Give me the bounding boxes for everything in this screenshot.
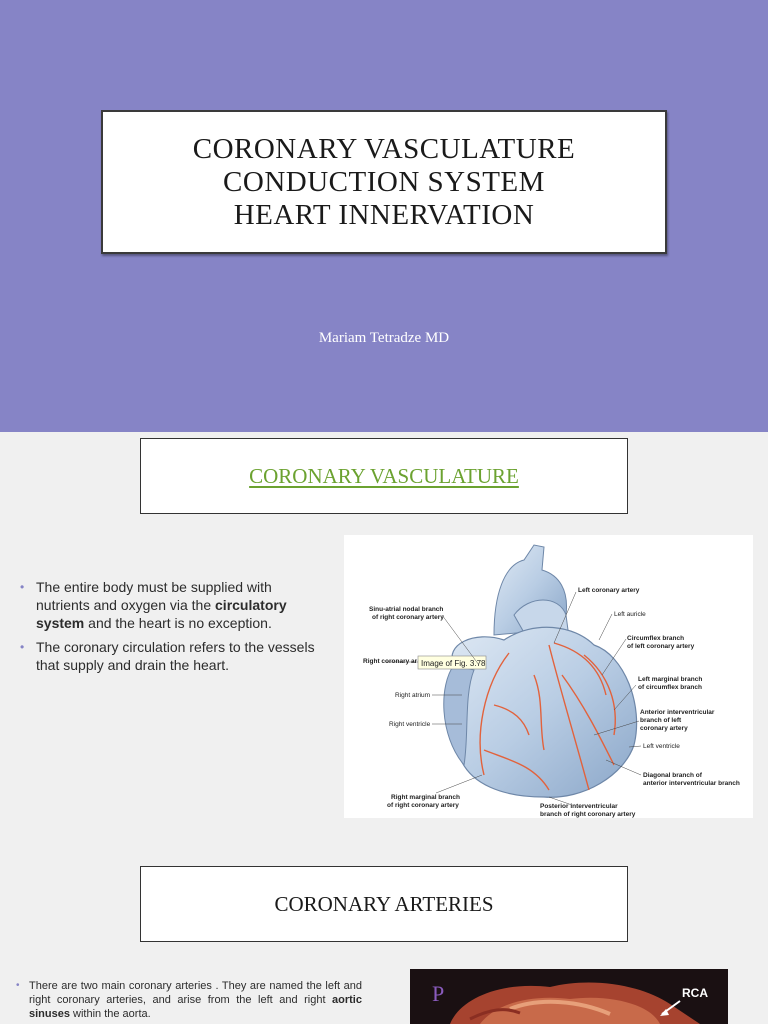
label-posterior-1: Posterior interventricular (540, 803, 618, 810)
label-posterior-2: branch of right coronary artery (540, 811, 636, 818)
bullet-bold-text: circulatory system (36, 597, 287, 631)
bullet-item (20, 578, 325, 632)
label-diagonal-2: anterior interventricular branch (643, 780, 740, 787)
coronary-arteries-slide (0, 849, 768, 1024)
label-anterior-2: branch of left (640, 717, 682, 724)
figure-tooltip: Image of Fig. 3.78 (421, 659, 486, 668)
label-left-marginal-1: Left marginal branch (638, 676, 703, 683)
heading-box (140, 866, 628, 942)
author-name: Mariam Tetradze MD (318, 330, 450, 346)
title-line-2: CONDUCTION SYSTEM (223, 165, 545, 198)
label-anterior-1: Anterior interventricular (640, 709, 715, 716)
label-left-ventricle: Left ventricle (643, 743, 680, 750)
bullet-item (20, 638, 325, 674)
label-sinu-atrial-1: Sinu-atrial nodal branch (369, 606, 444, 613)
label-right-ventricle: Right ventricle (389, 721, 431, 728)
bullet-text: The entire body must be supplied with nutrients and oxygen via the (36, 579, 272, 613)
bullet-dot-icon: • (16, 980, 20, 991)
label-left-coronary: Left coronary artery (578, 587, 640, 594)
bullet-item (16, 979, 362, 1021)
label-anterior-3: coronary artery (640, 725, 688, 732)
label-right-coronary: Right coronary ar (363, 658, 418, 665)
bullet-text: The coronary circulation refers to the vessels that supply and drain the heart. (36, 639, 315, 673)
rca-label: RCA (682, 986, 708, 1000)
label-diagonal-1: Diagonal branch of (643, 772, 702, 779)
bullet-text: within the aorta. (69, 1008, 151, 1020)
bullet-dot-icon: • (20, 580, 25, 594)
label-left-marginal-2: of circumflex branch (638, 684, 702, 691)
label-sinu-atrial-2: of right coronary artery (372, 614, 444, 621)
bullet-list (16, 979, 362, 1021)
coronary-vasculature-slide (0, 433, 768, 848)
label-right-atrium: Right atrium (395, 692, 431, 699)
dissection-photo (410, 969, 728, 1024)
slide-heading: CORONARY ARTERIES (274, 891, 494, 916)
label-left-auricle: Left auricle (614, 611, 646, 618)
bullet-dot-icon: • (20, 640, 25, 654)
label-right-marginal-1: Right marginal branch (391, 794, 460, 801)
heart-diagram (344, 535, 753, 818)
bullet-bold-text: aortic sinuses (29, 994, 362, 1020)
label-circumflex-2: of left coronary artery (627, 643, 695, 650)
title-slide (0, 0, 768, 432)
slide-heading-link[interactable]: CORONARY VASCULATURE (249, 463, 519, 488)
title-line-1: CORONARY VASCULATURE (192, 132, 576, 165)
bullet-text: There are two main coronary arteries . They are named the left and right coronary arteries, and arise from the left and right (29, 980, 362, 1006)
bullet-list (20, 578, 325, 680)
label-right-marginal-2: of right coronary artery (387, 802, 459, 809)
bullet-text: and the heart is no exception. (84, 615, 272, 631)
title-line-3: HEART INNERVATION (233, 198, 535, 231)
photo-logo-text: P (432, 981, 445, 1006)
heading-box (140, 438, 628, 514)
title-box (101, 110, 667, 254)
label-circumflex-1: Circumflex branch (627, 635, 685, 642)
